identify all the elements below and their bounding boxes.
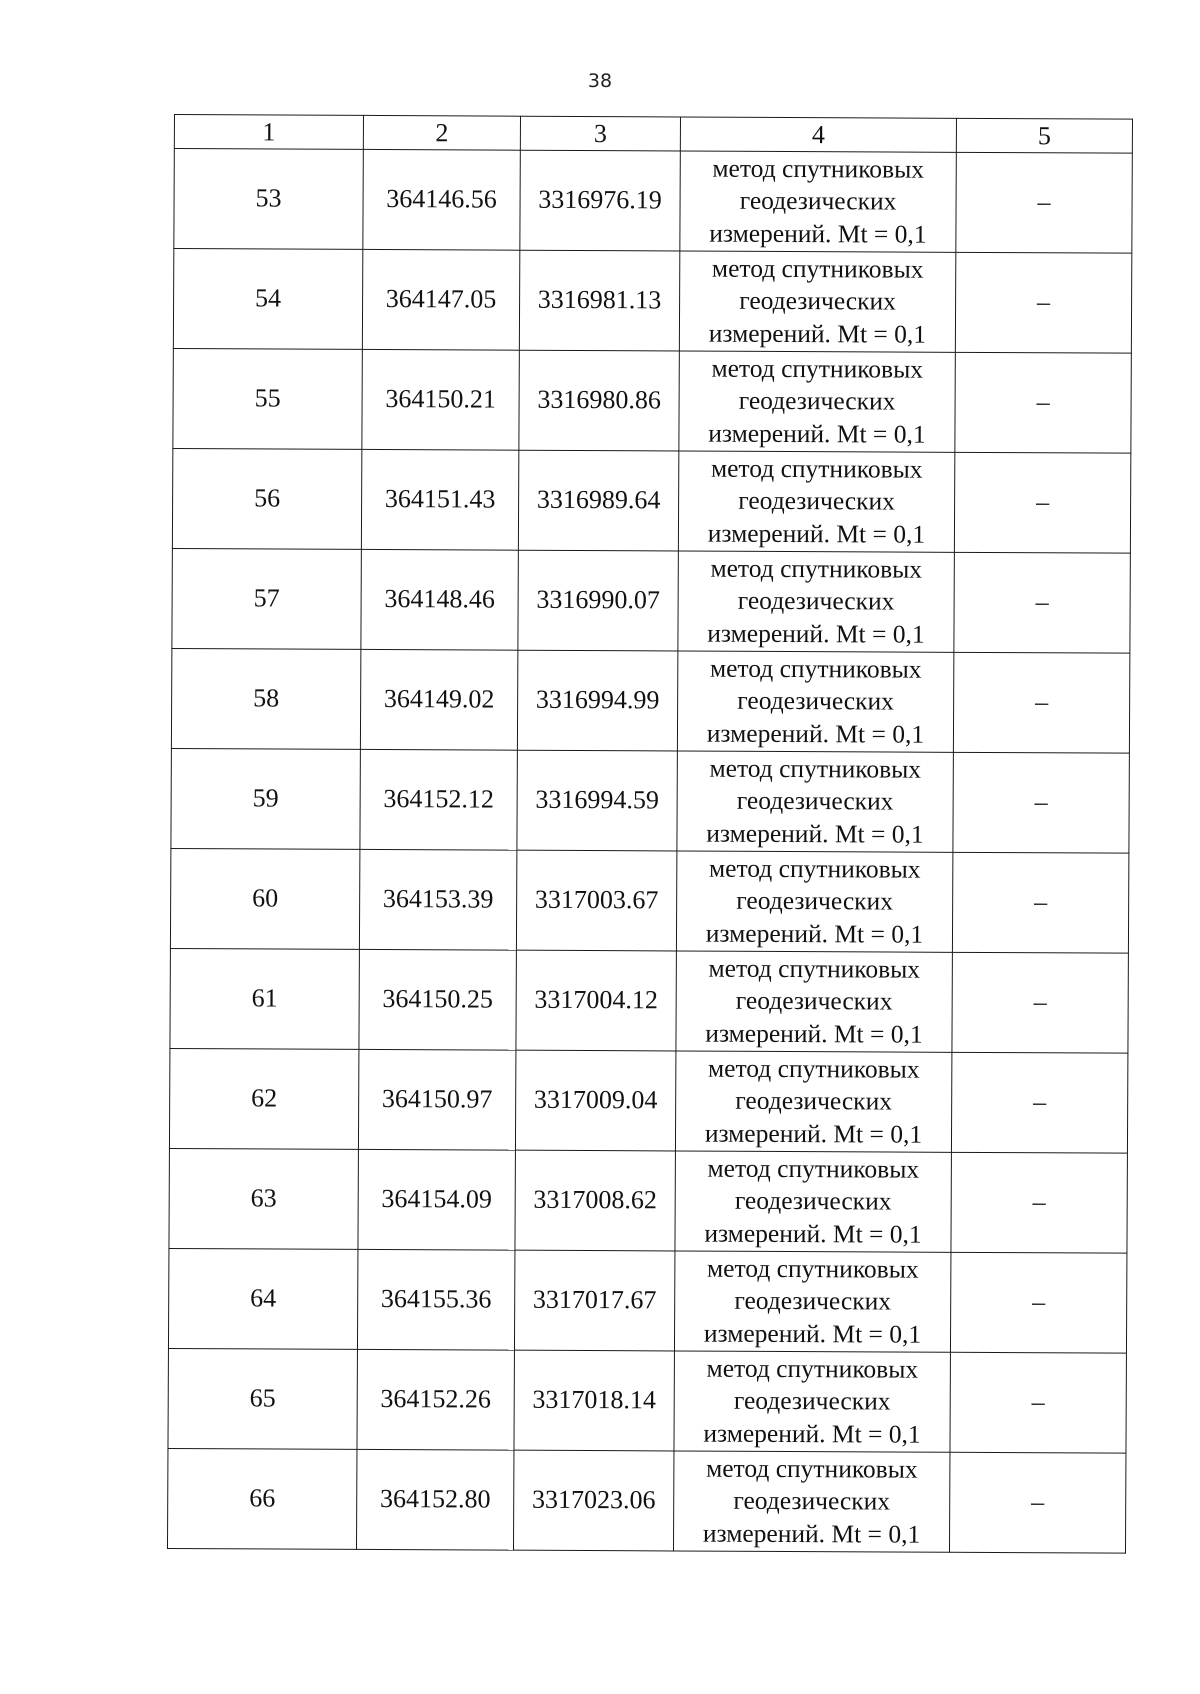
method-line: измерений. Mt = 0,1 — [705, 1018, 923, 1049]
column-header-1: 1 — [174, 115, 363, 150]
table-row — [174, 149, 1132, 254]
coordinate-y-cell: 3317003.67 — [516, 850, 676, 951]
method-line: метод спутниковых — [708, 953, 921, 984]
table-row — [170, 948, 1128, 1053]
point-number-cell: 59 — [171, 748, 360, 849]
method-line: измерений. Mt = 0,1 — [706, 718, 925, 749]
method-line: измерений. Mt = 0,1 — [703, 1418, 921, 1449]
table-row — [172, 548, 1130, 653]
method-line: измерений. Mt = 0,1 — [707, 518, 926, 549]
note-cell: – — [956, 152, 1132, 253]
coordinate-x-cell: 364147.05 — [362, 249, 519, 350]
method-cell — [675, 1051, 951, 1152]
method-line: геодезических — [737, 586, 895, 616]
coordinates-table — [167, 114, 1133, 1554]
method-cell — [678, 451, 954, 552]
table-row — [173, 348, 1131, 453]
method-cell — [678, 551, 954, 652]
coordinate-x-cell: 364152.12 — [360, 749, 517, 850]
table-row — [172, 448, 1130, 553]
method-line: метод спутниковых — [708, 853, 921, 884]
point-number-cell: 64 — [168, 1248, 357, 1349]
note-cell: – — [955, 252, 1131, 353]
coordinate-x-cell: 364146.56 — [363, 149, 520, 250]
point-number-cell: 60 — [170, 848, 359, 949]
note-cell: – — [951, 1152, 1127, 1253]
method-cell — [676, 851, 952, 952]
method-line: геодезических — [738, 386, 896, 416]
point-number-cell: 61 — [170, 948, 359, 1049]
method-line: измерений. Mt = 0,1 — [707, 618, 925, 649]
coordinate-x-cell: 364151.43 — [361, 449, 518, 550]
coordinate-x-cell: 364152.80 — [356, 1449, 513, 1550]
method-line: измерений. Mt = 0,1 — [706, 818, 924, 849]
coordinate-x-cell: 364152.26 — [357, 1349, 514, 1450]
column-header-4: 4 — [680, 117, 956, 152]
method-cell — [679, 251, 955, 352]
note-cell: – — [951, 1052, 1127, 1153]
method-cell — [680, 151, 956, 252]
method-cell — [674, 1251, 950, 1352]
point-number-cell: 62 — [169, 1048, 358, 1149]
note-cell: – — [949, 1452, 1125, 1553]
method-line: измерений. Mt = 0,1 — [703, 1318, 922, 1349]
method-line: метод спутниковых — [706, 1353, 919, 1384]
table-row — [169, 1048, 1127, 1153]
table-row — [171, 648, 1129, 753]
method-line: измерений. Mt = 0,1 — [708, 318, 927, 349]
coordinate-y-cell: 3317008.62 — [515, 1150, 675, 1251]
note-cell: – — [954, 452, 1130, 553]
method-line: геодезических — [736, 786, 894, 816]
method-line: геодезических — [734, 1186, 892, 1216]
method-line: метод спутниковых — [710, 453, 923, 484]
note-cell: – — [953, 752, 1129, 853]
point-number-cell: 56 — [172, 448, 361, 549]
note-cell: – — [955, 352, 1131, 453]
method-line: метод спутниковых — [711, 353, 924, 384]
coordinate-x-cell: 364148.46 — [361, 549, 518, 650]
coordinate-y-cell: 3317018.14 — [514, 1350, 674, 1451]
note-cell: – — [952, 852, 1128, 953]
point-number-cell: 63 — [169, 1148, 358, 1249]
method-line: геодезических — [736, 886, 894, 916]
page-number: 38 — [587, 70, 613, 92]
method-cell — [674, 1351, 950, 1452]
coordinate-x-cell: 364150.25 — [359, 949, 516, 1050]
method-cell — [673, 1451, 949, 1552]
method-line: измерений. Mt = 0,1 — [708, 418, 926, 449]
method-line: геодезических — [739, 286, 896, 316]
method-line: метод спутниковых — [709, 653, 922, 684]
method-line: метод спутниковых — [709, 753, 922, 784]
method-line: измерений. Mt = 0,1 — [705, 918, 924, 949]
method-line: метод спутниковых — [710, 553, 923, 584]
method-line: геодезических — [733, 1386, 891, 1416]
method-line: геодезических — [739, 186, 897, 216]
method-cell — [679, 351, 955, 452]
coordinate-y-cell: 3316989.64 — [518, 450, 678, 551]
method-cell — [675, 1151, 951, 1252]
coordinate-y-cell: 3317004.12 — [516, 950, 676, 1051]
method-line: геодезических — [735, 986, 893, 1016]
coordinate-x-cell: 364154.09 — [358, 1149, 515, 1250]
method-line: геодезических — [737, 686, 895, 716]
coordinate-y-cell: 3316981.13 — [519, 250, 679, 351]
coordinate-x-cell: 364150.21 — [362, 349, 519, 450]
table-body — [167, 149, 1132, 1554]
method-line: метод спутниковых — [707, 1053, 920, 1084]
coordinate-x-cell: 364155.36 — [357, 1249, 514, 1350]
table-row — [171, 748, 1129, 853]
coordinate-y-cell: 3316994.59 — [517, 750, 677, 851]
method-line: измерений. Mt = 0,1 — [702, 1518, 921, 1549]
method-line: метод спутниковых — [711, 253, 924, 284]
coordinate-y-cell: 3317017.67 — [514, 1250, 674, 1351]
table-row — [167, 1448, 1125, 1553]
coordinate-x-cell: 364153.39 — [359, 849, 516, 950]
point-number-cell: 57 — [172, 548, 361, 649]
note-cell: – — [954, 552, 1130, 653]
method-line: геодезических — [735, 1086, 893, 1116]
point-number-cell: 58 — [171, 648, 360, 749]
coordinate-y-cell: 3316980.86 — [519, 350, 679, 451]
note-cell: – — [953, 652, 1129, 753]
coordinate-x-cell: 364150.97 — [358, 1049, 515, 1150]
method-line: измерений. Mt = 0,1 — [704, 1218, 922, 1249]
coordinate-y-cell: 3316990.07 — [518, 550, 678, 651]
table-header — [174, 115, 1132, 154]
coordinate-y-cell: 3316994.99 — [517, 650, 677, 751]
table-row — [168, 1348, 1126, 1453]
point-number-cell: 66 — [167, 1448, 356, 1549]
method-line: геодезических — [734, 1286, 892, 1316]
method-line: измерений. Mt = 0,1 — [704, 1118, 923, 1149]
coordinate-y-cell: 3317023.06 — [513, 1450, 673, 1551]
table-row — [168, 1248, 1126, 1353]
coordinate-x-cell: 364149.02 — [360, 649, 517, 750]
point-number-cell: 53 — [174, 149, 363, 250]
note-cell: – — [950, 1352, 1126, 1453]
coordinate-y-cell: 3317009.04 — [515, 1050, 675, 1151]
point-number-cell: 54 — [173, 249, 362, 350]
method-line: метод спутниковых — [712, 153, 925, 184]
coordinate-y-cell: 3316976.19 — [520, 150, 680, 251]
point-number-cell: 55 — [173, 348, 362, 449]
method-line: метод спутниковых — [706, 1453, 918, 1484]
header-row — [174, 115, 1132, 154]
method-cell — [677, 751, 953, 852]
table-row — [169, 1148, 1127, 1253]
column-header-5: 5 — [956, 118, 1132, 153]
method-line: метод спутниковых — [707, 1153, 920, 1184]
coordinates-table-container — [167, 114, 1133, 1554]
method-line: геодезических — [733, 1486, 891, 1516]
column-header-3: 3 — [520, 116, 680, 151]
column-header-2: 2 — [363, 115, 520, 150]
table-row — [173, 249, 1131, 354]
note-cell: – — [952, 952, 1128, 1053]
method-cell — [676, 951, 952, 1052]
note-cell: – — [950, 1252, 1126, 1353]
method-line: геодезических — [738, 486, 896, 516]
method-cell — [677, 651, 953, 752]
method-line: метод спутниковых — [707, 1253, 919, 1284]
point-number-cell: 65 — [168, 1348, 357, 1449]
method-line: измерений. Mt = 0,1 — [709, 218, 927, 249]
table-row — [170, 848, 1128, 953]
